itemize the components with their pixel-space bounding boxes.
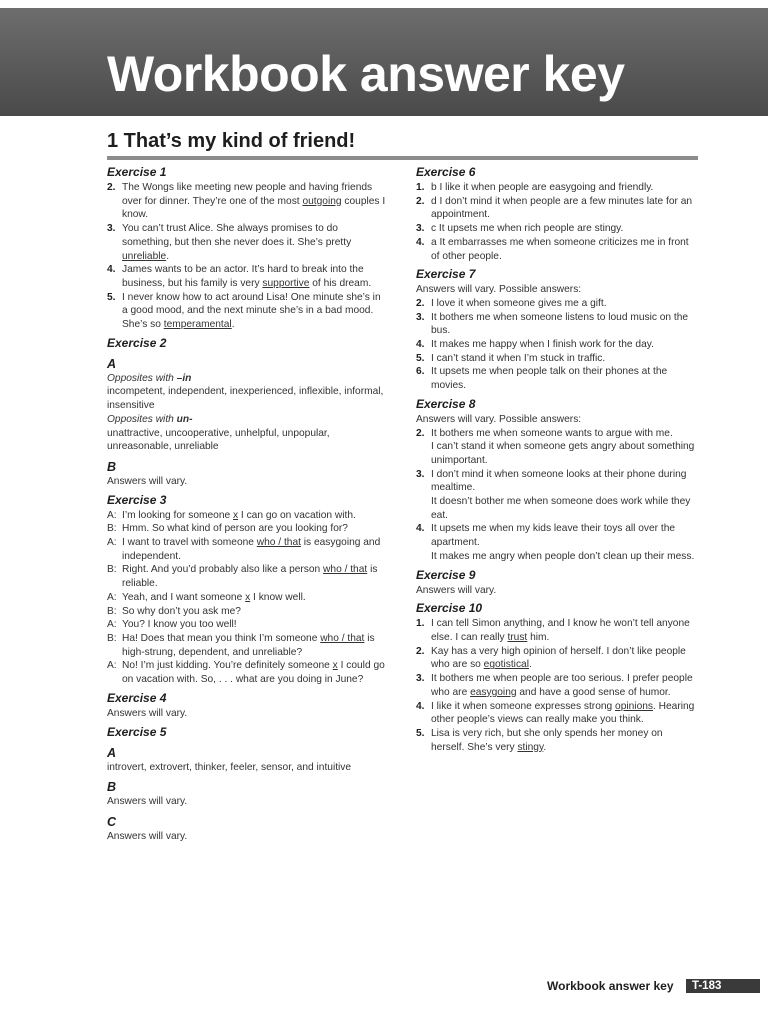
list-item bbox=[416, 365, 698, 392]
line-text bbox=[122, 592, 306, 603]
text-run: and have a good sense of humor. bbox=[516, 686, 671, 698]
list-item bbox=[416, 727, 698, 754]
answer-word: who / that bbox=[256, 537, 301, 549]
answer-word: who / that bbox=[323, 564, 368, 576]
part-label: B bbox=[107, 459, 117, 474]
item-text bbox=[431, 196, 692, 221]
list-item bbox=[416, 468, 698, 523]
exercise-heading: Exercise 1 bbox=[107, 165, 167, 179]
answer-text: Answers will vary. bbox=[107, 796, 188, 808]
text-run: James wants to be an actor. It’s hard to break into the business, but his family is very bbox=[122, 264, 364, 289]
line-text bbox=[122, 606, 241, 617]
part-label: A bbox=[107, 745, 117, 760]
text-run: I can go on vacation with. bbox=[238, 509, 356, 521]
text-run: It bothers me when someone wants to argue with me. bbox=[431, 427, 673, 439]
text-run: . bbox=[528, 659, 532, 671]
list-item bbox=[416, 617, 698, 644]
item-text bbox=[122, 223, 351, 261]
item-number: 4. bbox=[416, 700, 425, 712]
heading-rule bbox=[107, 156, 698, 160]
list-item bbox=[107, 222, 389, 263]
part-label: C bbox=[107, 814, 117, 829]
answer-word: outgoing bbox=[302, 195, 342, 207]
dialogue-line bbox=[107, 632, 389, 659]
list-item bbox=[107, 181, 389, 222]
speaker-label: A: bbox=[107, 509, 117, 521]
text-run: Hmm. So what kind of person are you looking for? bbox=[122, 523, 348, 535]
item-number: 3. bbox=[416, 673, 425, 685]
line-text bbox=[122, 660, 385, 685]
text-run: It makes me happy when I finish work for the day. bbox=[431, 339, 654, 351]
item-text bbox=[431, 701, 694, 726]
text-run: I like it when someone expresses strong bbox=[431, 700, 616, 712]
exercise-6-list bbox=[416, 181, 698, 263]
text-run: –in bbox=[176, 372, 192, 384]
dialogue-line bbox=[107, 659, 389, 686]
item-number: 3. bbox=[416, 223, 425, 235]
text-run: un- bbox=[176, 413, 193, 425]
speaker-label: B: bbox=[107, 605, 117, 617]
speaker-label: A: bbox=[107, 591, 117, 603]
text-run: is reliable. bbox=[122, 564, 378, 590]
text-run: I know well. bbox=[250, 591, 306, 603]
text-run: is easygoing and independent. bbox=[122, 537, 381, 562]
item-number: 3. bbox=[416, 468, 425, 480]
list-item bbox=[416, 338, 698, 352]
intro-text: Answers will vary. Possible answers: bbox=[416, 413, 582, 425]
text-run: I can tell Simon anything, and I know he won’t tell anyone else. I can really bbox=[431, 618, 690, 643]
text-run: Opposites with bbox=[107, 372, 177, 384]
speaker-label: A: bbox=[107, 537, 117, 549]
list-item bbox=[416, 181, 698, 195]
text-run: I can’t stand it when I’m stuck in traffic. bbox=[431, 352, 606, 364]
right-column bbox=[416, 165, 698, 754]
item-text bbox=[431, 182, 653, 193]
item-number: 2. bbox=[416, 427, 425, 439]
answer-text: Answers will vary. bbox=[416, 584, 497, 596]
text-run: . Hearing other people’s views can really make you think. bbox=[431, 700, 695, 726]
page-footer bbox=[547, 977, 760, 993]
left-column bbox=[107, 165, 389, 844]
exercise-heading: Exercise 7 bbox=[416, 267, 476, 282]
list-item bbox=[107, 291, 389, 332]
answer-text: Answers will vary. bbox=[107, 707, 188, 719]
text-run: I don’t mind it when someone looks at their phone during mealtime. bbox=[431, 468, 687, 494]
part-label: B bbox=[107, 780, 117, 795]
part-label: A bbox=[107, 356, 117, 371]
text-run: Right. And you’d probably also like a person bbox=[122, 564, 324, 576]
page-title: Workbook answer key bbox=[107, 46, 625, 102]
item-number: 4. bbox=[416, 339, 425, 351]
text-run: is high-strung, dependent, and unreliable? bbox=[122, 632, 375, 658]
item-text bbox=[431, 728, 663, 753]
item-number: 3. bbox=[416, 311, 425, 323]
unit-title: 1 That’s my kind of friend! bbox=[107, 130, 356, 152]
item-text bbox=[431, 237, 689, 262]
list-item bbox=[416, 352, 698, 366]
item-number: 3. bbox=[107, 223, 116, 235]
dialogue-line bbox=[107, 618, 389, 632]
prefix-heading-in bbox=[107, 372, 389, 386]
item-text bbox=[431, 428, 673, 439]
item-text bbox=[431, 353, 605, 364]
text-run: It bothers me when someone listens to loud music on the bus. bbox=[431, 311, 689, 337]
item-text bbox=[431, 469, 686, 494]
exercise-7-list bbox=[416, 297, 698, 393]
item-alt-answer: It makes me angry when people don’t clean up their mess. bbox=[431, 550, 695, 562]
list-item bbox=[416, 672, 698, 699]
title-banner bbox=[0, 8, 768, 116]
item-text bbox=[122, 292, 381, 330]
text-run: Lisa is very rich, but she only spends her money on herself. She’s very bbox=[431, 727, 663, 753]
item-text bbox=[431, 646, 686, 671]
exercise-1-list bbox=[107, 181, 389, 332]
answer-text: Answers will vary. bbox=[107, 475, 188, 487]
answer-word: x bbox=[232, 509, 239, 521]
answer-word: unreliable bbox=[122, 250, 167, 262]
answer-word: stingy bbox=[517, 741, 544, 753]
list-item bbox=[416, 236, 698, 263]
item-text bbox=[431, 618, 690, 643]
dialogue-line bbox=[107, 522, 389, 536]
line-text bbox=[122, 510, 356, 521]
answer-text: introvert, extrovert, thinker, feeler, sensor, and intuitive bbox=[107, 761, 352, 773]
item-text bbox=[431, 223, 623, 234]
text-run: b I like it when people are easygoing and friendly. bbox=[431, 182, 654, 193]
item-number: 2. bbox=[416, 195, 425, 207]
item-text bbox=[431, 523, 675, 548]
list-item bbox=[416, 297, 698, 311]
text-run: Yeah, and I want someone bbox=[122, 591, 246, 603]
list-item bbox=[416, 522, 698, 563]
item-text bbox=[431, 366, 667, 391]
item-number: 2. bbox=[416, 645, 425, 657]
speaker-label: B: bbox=[107, 632, 117, 644]
item-number: 1. bbox=[416, 182, 425, 193]
exercise-heading: Exercise 10 bbox=[416, 601, 483, 616]
item-alt-answer: It doesn’t bother me when someone does work while they eat. bbox=[431, 496, 691, 521]
line-text bbox=[122, 619, 237, 630]
dialogue-line bbox=[107, 509, 389, 523]
text-run: I love it when someone gives me a gift. bbox=[431, 297, 607, 309]
page-number-badge: T-183 bbox=[686, 979, 760, 993]
answer-word: who / that bbox=[320, 632, 365, 644]
text-run: So why don’t you ask me? bbox=[122, 605, 241, 617]
text-run: Kay has a very high opinion of herself. I don’t like people who are so bbox=[431, 645, 686, 671]
text-run: I’m looking for someone bbox=[122, 509, 233, 521]
speaker-label: B: bbox=[107, 564, 117, 576]
dialogue-line bbox=[107, 605, 389, 619]
speaker-label: B: bbox=[107, 523, 117, 535]
answer-word: x bbox=[245, 591, 251, 603]
item-number: 5. bbox=[107, 291, 116, 303]
item-number: 4. bbox=[107, 264, 116, 276]
item-text bbox=[122, 264, 371, 289]
intro-text: Answers will vary. Possible answers: bbox=[416, 284, 582, 296]
text-run: I want to travel with someone bbox=[122, 537, 257, 549]
prefix-words-un: unattractive, uncooperative, unhelpful, unpopular, unreasonable, unreliable bbox=[107, 427, 330, 453]
text-run: Ha! Does that mean you think I’m someone bbox=[122, 632, 321, 644]
item-number: 4. bbox=[416, 523, 425, 535]
list-item bbox=[416, 222, 698, 236]
answer-word: trust bbox=[507, 631, 528, 643]
exercise-heading: Exercise 3 bbox=[107, 492, 167, 507]
item-number: 6. bbox=[416, 366, 425, 378]
item-number: 4. bbox=[416, 236, 425, 248]
exercise-heading: Exercise 5 bbox=[107, 724, 167, 739]
text-run: You? I know you too well! bbox=[122, 619, 237, 631]
text-run: d I don’t mind it when people are a few minutes late for an appointment. bbox=[431, 195, 693, 221]
exercise-heading: Exercise 2 bbox=[107, 335, 167, 350]
line-text bbox=[122, 633, 375, 658]
line-text bbox=[122, 523, 348, 534]
list-item bbox=[416, 645, 698, 672]
prefix-heading-un bbox=[107, 413, 389, 427]
speaker-label: A: bbox=[107, 619, 117, 631]
answer-word: supportive bbox=[262, 277, 310, 289]
text-run: him. bbox=[527, 631, 550, 643]
item-number: 1. bbox=[416, 618, 425, 630]
text-run: c It upsets me when rich people are stingy. bbox=[431, 223, 624, 235]
text-run: . bbox=[231, 319, 235, 331]
text-run: couples I know. bbox=[122, 195, 386, 221]
item-number: 2. bbox=[416, 297, 425, 309]
text-run: No! I’m just kidding. You’re definitely someone bbox=[122, 660, 333, 672]
list-item bbox=[416, 195, 698, 222]
exercise-heading: Exercise 6 bbox=[416, 165, 476, 179]
exercise-10-list bbox=[416, 617, 698, 754]
item-number: 5. bbox=[416, 727, 425, 739]
item-text bbox=[431, 339, 654, 350]
speaker-label: A: bbox=[107, 660, 117, 672]
item-alt-answer: I can’t stand it when someone gets angry about something unimportant. bbox=[431, 441, 695, 466]
text-run: It upsets me when my kids leave their toys all over the apartment. bbox=[431, 523, 676, 549]
text-run: . bbox=[166, 250, 170, 262]
prefix-words-in: incompetent, independent, inexperienced, inflexible, informal, insensitive bbox=[107, 386, 384, 412]
dialogue-line bbox=[107, 591, 389, 605]
exercise-heading: Exercise 4 bbox=[107, 690, 167, 705]
list-item bbox=[416, 427, 698, 468]
text-run: You can’t trust Alice. She always promises to do something, but then she never does it. She’s pretty bbox=[122, 223, 352, 248]
text-run: a It embarrasses me when someone criticizes me in front of other people. bbox=[431, 236, 689, 262]
answer-word: temperamental bbox=[163, 319, 232, 331]
footer-label: Workbook answer key bbox=[547, 978, 674, 993]
item-number: 2. bbox=[107, 182, 116, 193]
text-run: . bbox=[543, 741, 547, 753]
line-text bbox=[122, 564, 377, 589]
text-run: Opposites with bbox=[107, 413, 177, 425]
text-run: It bothers me when people are too serious. I prefer people who are bbox=[431, 673, 693, 698]
answer-word: easygoing bbox=[470, 686, 517, 698]
item-text bbox=[122, 182, 385, 220]
item-text bbox=[431, 312, 688, 337]
item-number: 5. bbox=[416, 352, 425, 364]
line-text bbox=[122, 537, 380, 562]
answer-word: opinions bbox=[615, 700, 653, 712]
answer-word: egotistical bbox=[483, 659, 529, 671]
list-item bbox=[416, 700, 698, 727]
item-text bbox=[431, 298, 607, 309]
item-text bbox=[431, 673, 693, 698]
answer-word: x bbox=[332, 660, 338, 672]
dialogue-line bbox=[107, 536, 389, 563]
text-run: The Wongs like meeting new people and having friends over for dinner. They’re one of the most bbox=[122, 182, 373, 207]
exercise-heading: Exercise 8 bbox=[416, 396, 476, 411]
text-run: It upsets me when people talk on their phones at the movies. bbox=[431, 366, 668, 392]
answer-text: Answers will vary. bbox=[107, 830, 188, 842]
exercise-8-list bbox=[416, 427, 698, 564]
text-run: of his dream. bbox=[309, 277, 372, 289]
list-item bbox=[416, 311, 698, 338]
text-run: I could go on vacation with. So, . . . what are you doing in June? bbox=[122, 660, 385, 686]
dialogue-line bbox=[107, 563, 389, 590]
exercise-heading: Exercise 9 bbox=[416, 567, 476, 582]
exercise-3-dialogue bbox=[107, 509, 389, 687]
text-run: I never know how to act around Lisa! One minute she’s in a good mood, and the next minute she’s in a bad mood. She’s so bbox=[122, 291, 381, 331]
list-item bbox=[107, 263, 389, 290]
